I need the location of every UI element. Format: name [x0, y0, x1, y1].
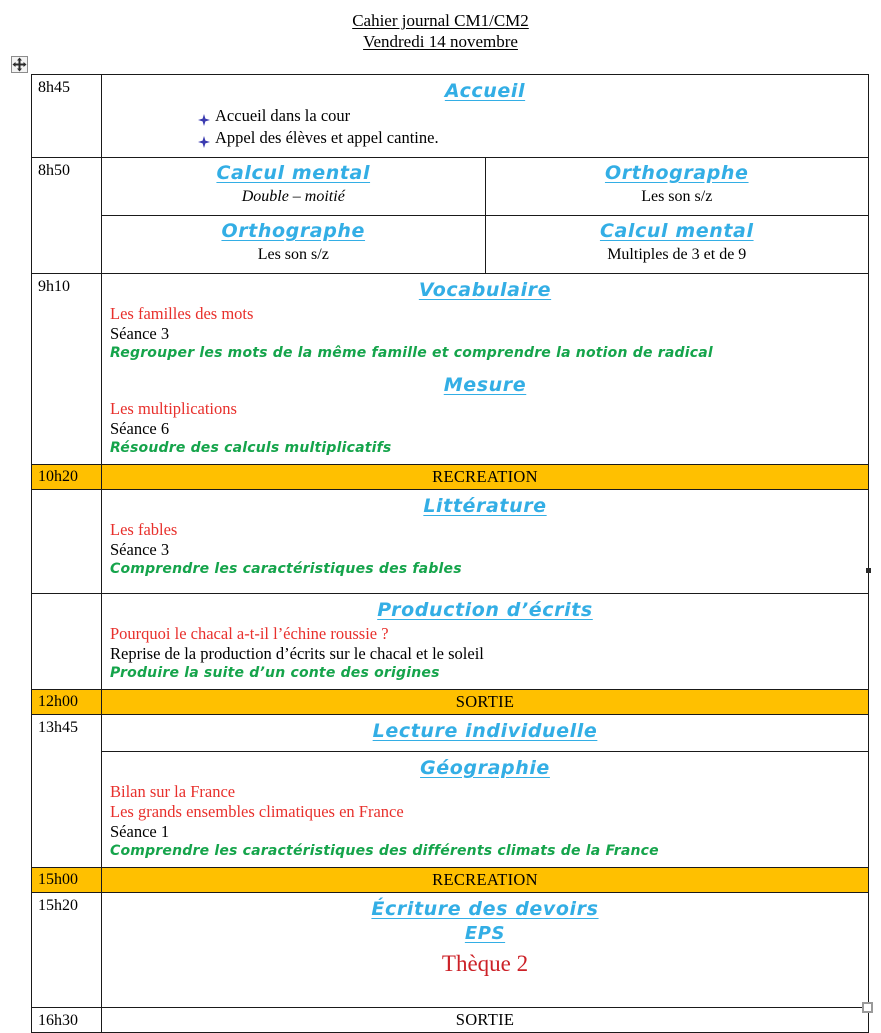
- lesson-seance: Séance 6: [110, 419, 170, 438]
- list-item: [110, 127, 860, 149]
- break-cell: [102, 465, 869, 490]
- break-label: RECREATION: [432, 467, 538, 486]
- group-cell-cm1: [102, 216, 485, 274]
- table-row: [32, 274, 869, 465]
- row-edge-marker: [866, 568, 871, 573]
- time-cell: [32, 690, 102, 715]
- time-label: 12h00: [38, 693, 78, 710]
- time-cell: [32, 1008, 102, 1033]
- table-resize-handle[interactable]: [862, 1002, 873, 1013]
- detail-calcul-mental: Multiples de 3 et de 9: [607, 246, 747, 263]
- lesson-geographie: [102, 752, 868, 867]
- page-title: Cahier journal CM1/CM2: [352, 11, 529, 30]
- table-move-handle-icon[interactable]: [11, 56, 28, 73]
- lesson-seance: Reprise de la production d’écrits sur le chacal et le soleil: [110, 644, 484, 663]
- exit-label: SORTIE: [455, 1010, 515, 1029]
- subject-eps: EPS: [464, 923, 506, 944]
- group-row-1: [102, 158, 868, 216]
- table-row: [32, 893, 869, 1008]
- lesson-lecture-individuelle: [102, 715, 868, 751]
- lesson-litterature: [102, 490, 868, 593]
- subject-calcul-mental: Calcul mental: [216, 162, 371, 184]
- exit-cell: [102, 1008, 869, 1033]
- time-label: 8h50: [38, 162, 70, 179]
- time-label: 15h00: [38, 871, 78, 888]
- lesson-objective: Comprendre les caractéristiques des fables: [110, 561, 462, 577]
- table-row: [32, 75, 869, 158]
- star-bullet-icon: [198, 110, 210, 122]
- group-cell-cm2: [485, 158, 868, 216]
- activity-cell: [102, 75, 869, 158]
- time-cell: [32, 893, 102, 1008]
- time-label: 16h30: [38, 1012, 78, 1029]
- break-cell: [102, 690, 869, 715]
- time-label: 13h45: [38, 719, 78, 736]
- lesson-seance: Séance 3: [110, 540, 170, 559]
- time-cell: [32, 274, 102, 465]
- table-row-break: [32, 868, 869, 893]
- time-cell: [32, 465, 102, 490]
- subject-geographie: Géographie: [420, 757, 550, 779]
- table-row: [32, 490, 869, 594]
- time-cell: [32, 75, 102, 158]
- time-label: 15h20: [38, 897, 78, 914]
- time-label: 8h45: [38, 79, 70, 96]
- activity-cell: [102, 274, 869, 465]
- time-label: 9h10: [38, 278, 70, 295]
- table-row-break: [32, 465, 869, 490]
- lesson-mesure: [102, 369, 868, 464]
- lesson-topic: Les fables: [110, 520, 178, 539]
- lesson-objective: Regrouper les mots de la même famille et comprendre la notion de radical: [110, 345, 713, 361]
- detail-calcul-mental: Double – moitié: [241, 188, 345, 205]
- time-cell: [32, 490, 102, 594]
- activity-theque: Thèque 2: [441, 951, 529, 976]
- table-row: [32, 1008, 869, 1033]
- subject-mesure: Mesure: [443, 374, 527, 396]
- subject-lecture-individuelle: Lecture individuelle: [372, 720, 598, 742]
- activity-cell-split: [102, 158, 869, 274]
- subject-accueil: Accueil: [444, 80, 526, 102]
- activity-cell: [102, 893, 869, 1008]
- lesson-topic-secondary: Les grands ensembles climatiques en France: [110, 802, 404, 821]
- activity-cell: [102, 490, 869, 594]
- table-row: [32, 715, 869, 868]
- lesson-topic: Bilan sur la France: [110, 782, 236, 801]
- lesson-topic: Les multiplications: [110, 399, 237, 418]
- lesson-vocabulaire: [102, 274, 868, 369]
- list-item-label: Accueil dans la cour: [215, 106, 351, 125]
- list-item: [110, 105, 860, 127]
- lesson-objective: Comprendre les caractéristiques des différents climats de la France: [110, 843, 659, 859]
- lesson-production-ecrits: [102, 594, 868, 689]
- table-row: [32, 158, 869, 274]
- time-cell: [32, 868, 102, 893]
- activity-cell: [102, 715, 869, 868]
- group-split-table: [102, 158, 868, 273]
- break-label: RECREATION: [432, 870, 538, 889]
- page-subtitle: Vendredi 14 novembre: [363, 32, 518, 51]
- break-cell: [102, 868, 869, 893]
- list-item-label: Appel des élèves et appel cantine.: [215, 128, 439, 147]
- group-cell-cm2: [485, 216, 868, 274]
- document-header: [0, 0, 881, 52]
- group-row-2: [102, 216, 868, 274]
- detail-orthographe: Les son s/z: [641, 188, 713, 205]
- subject-litterature: Littérature: [423, 495, 547, 517]
- subject-ecriture-devoirs: Écriture des devoirs: [371, 898, 599, 920]
- time-label: [32, 594, 101, 597]
- lesson-topic: Pourquoi le chacal a-t-il l’échine roussie ?: [110, 624, 389, 643]
- time-label: [32, 490, 101, 493]
- lesson-objective: Résoudre des calculs multiplicatifs: [110, 440, 392, 456]
- schedule-table: [31, 74, 869, 1033]
- accueil-bullet-list: [110, 105, 860, 149]
- subject-calcul-mental: Calcul mental: [599, 220, 754, 242]
- detail-orthographe: Les son s/z: [257, 246, 329, 263]
- star-bullet-icon: [198, 132, 210, 144]
- time-cell: [32, 158, 102, 274]
- break-label: SORTIE: [455, 692, 515, 711]
- lesson-fin-journee: [102, 893, 868, 1007]
- time-cell: [32, 715, 102, 868]
- table-row-break: [32, 690, 869, 715]
- lesson-objective: Produire la suite d’un conte des origines: [110, 665, 440, 681]
- subject-orthographe: Orthographe: [221, 220, 366, 242]
- activity-cell: [102, 594, 869, 690]
- lesson-topic: Les familles des mots: [110, 304, 254, 323]
- table-row: [32, 594, 869, 690]
- subject-production-ecrits: Production d’écrits: [377, 599, 593, 621]
- subject-vocabulaire: Vocabulaire: [418, 279, 552, 301]
- subject-orthographe: Orthographe: [604, 162, 749, 184]
- time-cell: [32, 594, 102, 690]
- time-label: 10h20: [38, 468, 78, 485]
- lesson-seance: Séance 3: [110, 324, 170, 343]
- group-cell-cm1: [102, 158, 485, 216]
- lesson-seance: Séance 1: [110, 822, 170, 841]
